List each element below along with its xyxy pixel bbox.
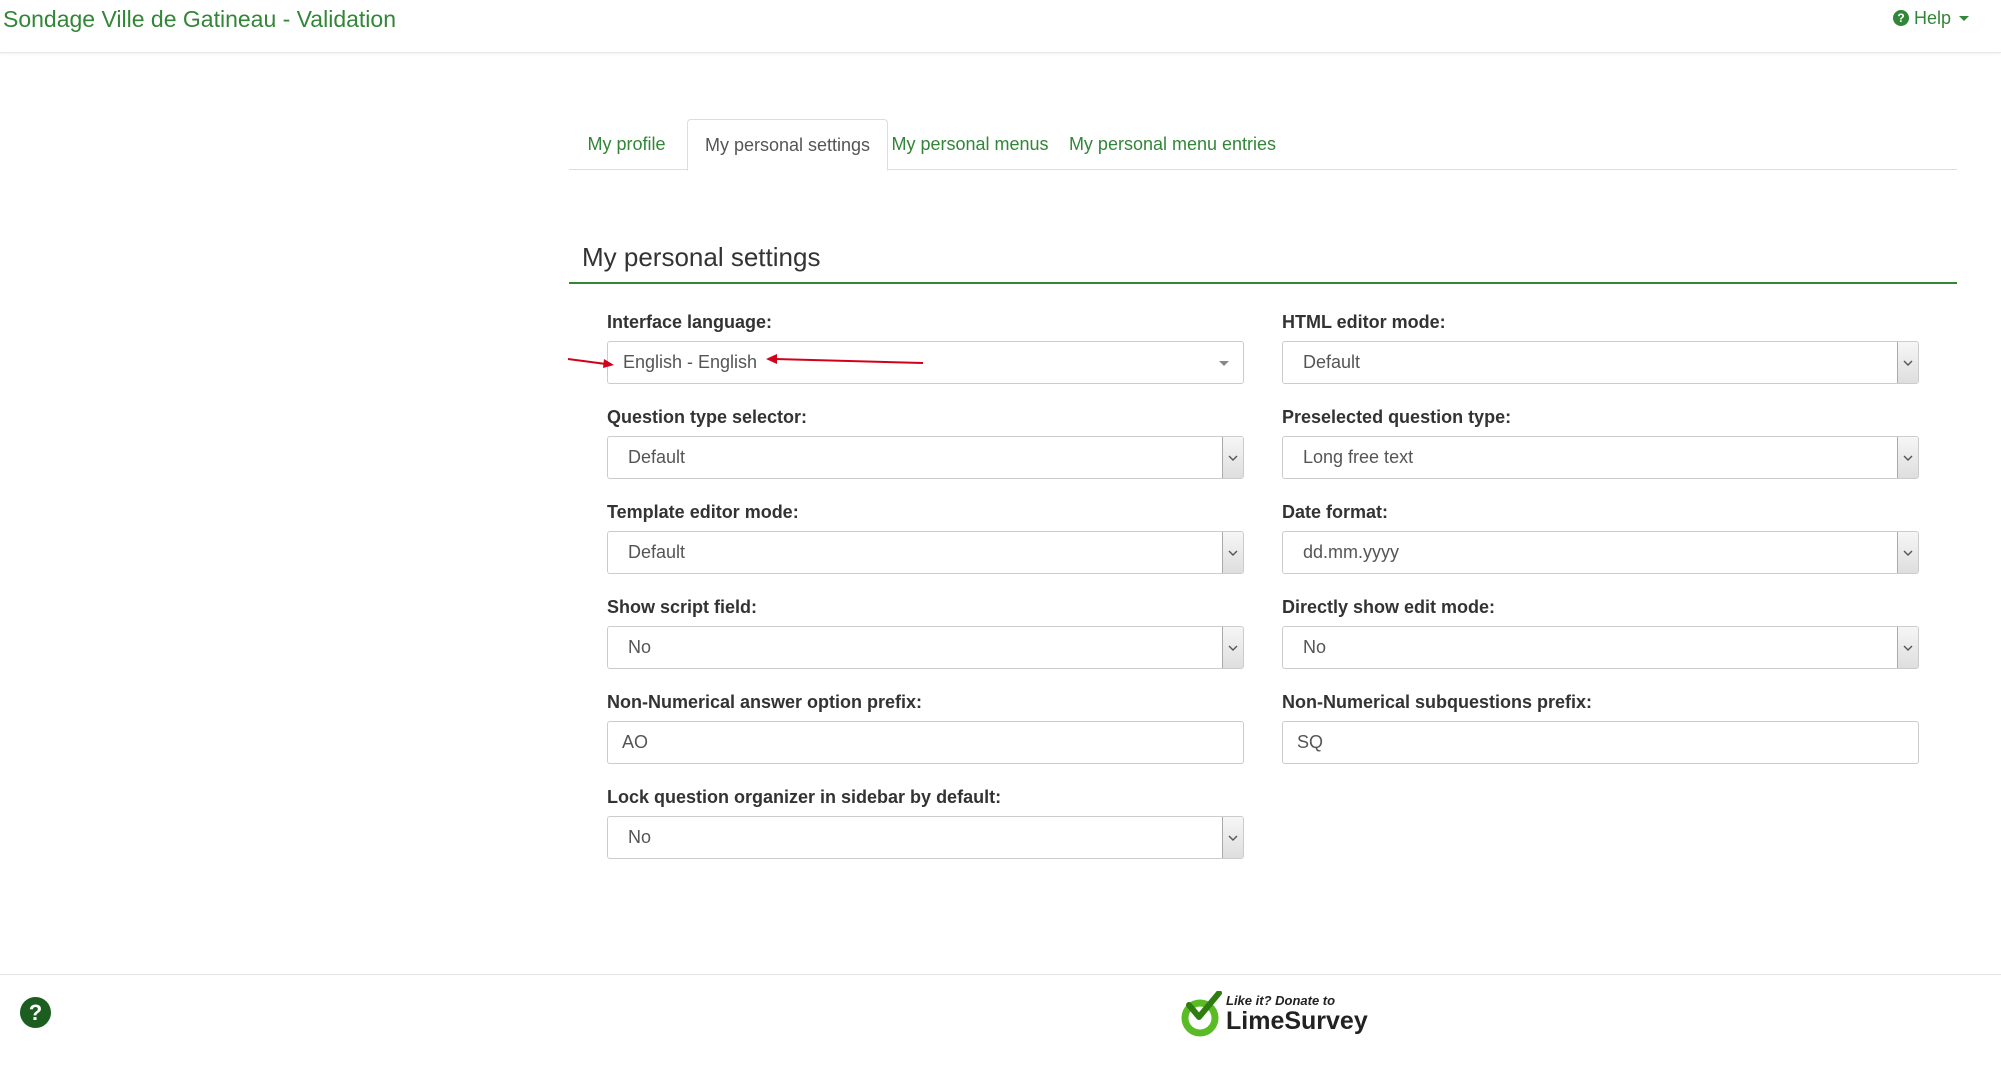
show-script-field-value: No — [628, 637, 652, 657]
page-title: My personal settings — [582, 242, 821, 272]
subquestions-prefix-value: SQ — [1297, 732, 1324, 752]
settings-tabs — [569, 119, 1957, 170]
footer — [0, 974, 2001, 1088]
answer-option-prefix-value: AO — [622, 732, 649, 752]
question-type-selector-value: Default — [628, 447, 686, 467]
show-script-field-select[interactable] — [607, 626, 1244, 669]
chevron-down-icon — [1959, 16, 1969, 21]
subquestions-prefix-label: Non-Numerical subquestions prefix: — [1282, 692, 1593, 712]
html-editor-mode-value: Default — [1303, 352, 1361, 372]
chevron-down-icon — [1222, 532, 1243, 573]
help-menu[interactable] — [1893, 6, 1969, 30]
question-type-selector-label: Question type selector: — [607, 407, 808, 427]
lock-question-organizer-select[interactable] — [607, 816, 1244, 859]
interface-language-select[interactable] — [607, 341, 1244, 384]
preselected-question-type-select[interactable] — [1282, 436, 1919, 479]
top-navbar — [0, 0, 2001, 53]
lock-question-organizer-label: Lock question organizer in sidebar by default: — [607, 787, 1002, 807]
section-divider — [569, 282, 1957, 284]
date-format-label: Date format: — [1282, 502, 1389, 522]
lock-question-organizer-value: No — [628, 827, 652, 847]
preselected-question-type-label: Preselected question type: — [1282, 407, 1512, 427]
annotation-arrow-left-icon — [763, 352, 925, 372]
interface-language-label: Interface language: — [607, 312, 773, 332]
date-format-select[interactable] — [1282, 531, 1919, 574]
directly-show-edit-mode-label: Directly show edit mode: — [1282, 597, 1496, 617]
directly-show-edit-mode-select[interactable] — [1282, 626, 1919, 669]
chevron-down-icon — [1222, 627, 1243, 668]
html-editor-mode-label: HTML editor mode: — [1282, 312, 1446, 332]
html-editor-mode-select[interactable] — [1282, 341, 1919, 384]
subquestions-prefix-input[interactable] — [1282, 721, 1919, 764]
annotation-arrow-right-icon — [566, 352, 618, 372]
tab-my-personal-settings[interactable]: My personal settings — [687, 119, 888, 171]
chevron-down-icon — [1897, 342, 1918, 383]
chevron-down-icon — [1219, 361, 1229, 366]
tab-my-profile[interactable]: My profile — [587, 134, 666, 154]
help-label: Help — [1914, 8, 1952, 28]
question-circle-icon[interactable]: ? — [20, 997, 51, 1028]
template-editor-mode-label: Template editor mode: — [607, 502, 799, 522]
directly-show-edit-mode-value: No — [1303, 637, 1327, 657]
chevron-down-icon — [1897, 532, 1918, 573]
app-title[interactable]: Sondage Ville de Gatineau - Validation — [3, 6, 396, 32]
donate-text — [1226, 994, 1368, 1034]
donate-link[interactable] — [1181, 991, 1368, 1037]
chevron-down-icon — [1897, 627, 1918, 668]
tab-my-personal-menu-entries[interactable]: My personal menu entries — [1068, 134, 1277, 154]
show-script-field-label: Show script field: — [607, 597, 758, 617]
tab-my-personal-menus[interactable]: My personal menus — [891, 134, 1049, 154]
template-editor-mode-value: Default — [628, 542, 686, 562]
limesurvey-logo-icon — [1181, 991, 1223, 1037]
question-type-selector-select[interactable] — [607, 436, 1244, 479]
interface-language-value: English - English — [623, 352, 758, 372]
answer-option-prefix-label: Non-Numerical answer option prefix: — [607, 692, 923, 712]
preselected-question-type-value: Long free text — [1303, 447, 1414, 467]
template-editor-mode-select[interactable] — [607, 531, 1244, 574]
answer-option-prefix-input[interactable] — [607, 721, 1244, 764]
date-format-value: dd.mm.yyyy — [1303, 542, 1400, 562]
question-circle-icon: ? — [1893, 10, 1909, 26]
donate-brand: LimeSurvey — [1226, 1007, 1368, 1035]
chevron-down-icon — [1897, 437, 1918, 478]
chevron-down-icon — [1222, 817, 1243, 858]
chevron-down-icon — [1222, 437, 1243, 478]
donate-tagline: Like it? Donate to — [1226, 993, 1336, 1008]
